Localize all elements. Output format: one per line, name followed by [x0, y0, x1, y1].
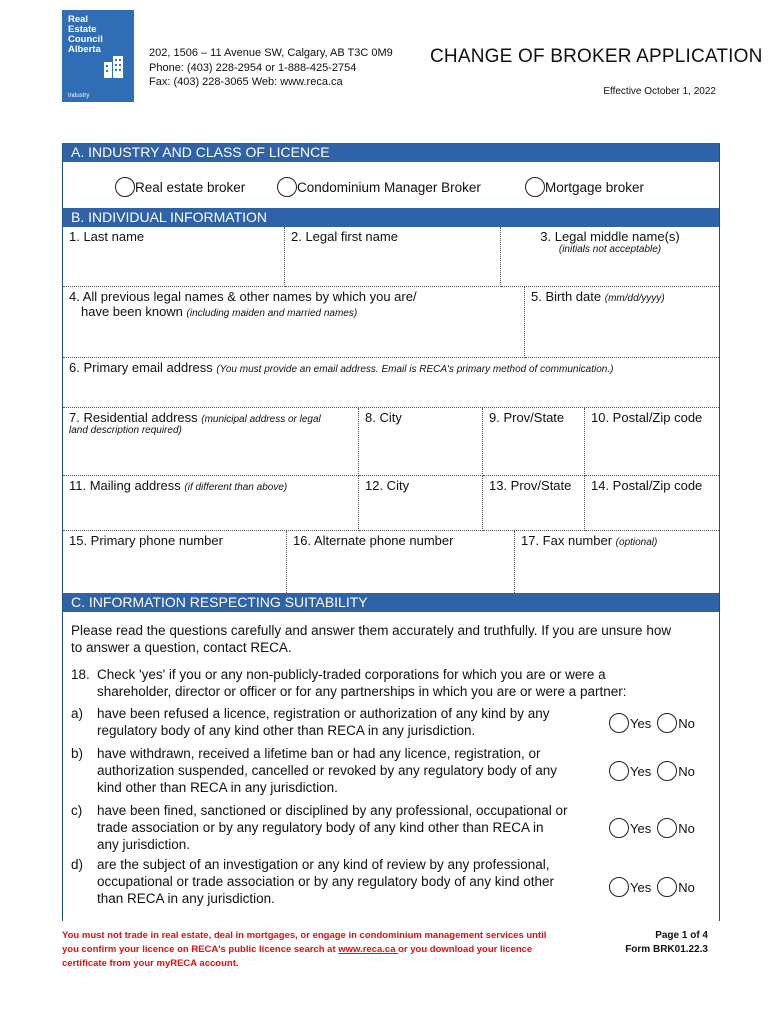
field-label: 1. Last name — [69, 229, 145, 244]
residential-address-field[interactable] — [63, 408, 359, 476]
question-text: any jurisdiction. — [97, 837, 191, 852]
reca-website-link[interactable]: www.reca.ca — [338, 944, 399, 955]
question-18d — [71, 856, 601, 908]
yes-label: Yes — [630, 715, 652, 731]
question-18c — [71, 802, 601, 854]
option-label: Mortgage broker — [545, 179, 645, 195]
field-label: 6. Primary email address — [69, 360, 213, 375]
answer-18c — [609, 818, 695, 838]
question-18a — [71, 705, 601, 741]
question-text: occupational or trade association or by any regulatory body of any kind other — [97, 874, 555, 889]
question-text: Check 'yes' if you or any non-publicly-traded corporations for which you are or were a — [97, 667, 606, 682]
licence-option-mortgage-broker[interactable] — [525, 177, 644, 197]
intro-line: to answer a question, contact RECA. — [71, 640, 292, 655]
application-form — [62, 143, 720, 921]
address-line: 202, 1506 – 11 Avenue SW, Calgary, AB T3C 0M9 — [149, 47, 393, 59]
middle-name-field[interactable] — [501, 227, 719, 287]
mailing-city-field[interactable] — [359, 476, 483, 531]
option-label: Condominium Manager Broker — [297, 179, 481, 195]
residential-city-field[interactable] — [359, 408, 483, 476]
field-label: 4. All previous legal names & other names by which you are/ — [69, 289, 417, 304]
question-text: are the subject of an investigation or any kind of review by any professional, — [97, 857, 550, 872]
option-label: Real estate broker — [135, 179, 246, 195]
field-label: 11. Mailing address — [69, 478, 181, 493]
field-label: 12. City — [365, 478, 410, 493]
alternate-phone-field[interactable] — [287, 531, 515, 593]
question-number: 18. — [71, 667, 90, 682]
section-c-heading: C. INFORMATION RESPECTING SUITABILITY — [63, 593, 719, 612]
question-text: have been refused a licence, registration or authorization of any kind by any — [97, 706, 550, 721]
no-radio[interactable] — [657, 713, 677, 733]
page-number: Page 1 of 4 — [655, 930, 708, 941]
first-name-field[interactable] — [285, 227, 501, 287]
question-text: authorization suspended, cancelled or revoked by any regulatory body of any — [97, 763, 558, 778]
answer-18a — [609, 713, 695, 733]
field-note: (municipal address or legal — [201, 414, 321, 425]
field-label: 16. Alternate phone number — [293, 533, 454, 548]
field-note: (including maiden and married names) — [186, 308, 358, 319]
field-note: (initials not acceptable) — [558, 244, 662, 255]
fax-web-line: Fax: (403) 228-3065 Web: www.reca.ca — [149, 76, 343, 88]
no-radio[interactable] — [657, 761, 677, 781]
form-title: CHANGE OF BROKER APPLICATION — [430, 46, 763, 67]
question-text: trade association or by any regulatory body of any kind other than RECA in — [97, 820, 544, 835]
no-label: No — [678, 763, 695, 779]
answer-18b — [609, 761, 695, 781]
field-label: 9. Prov/State — [489, 410, 565, 425]
logo-text-line: Alberta — [68, 44, 101, 55]
fax-number-field[interactable] — [515, 531, 719, 593]
field-label: have been known — [81, 304, 183, 319]
birth-date-field[interactable] — [525, 287, 719, 358]
yes-radio[interactable] — [609, 877, 629, 897]
warning-line: you confirm your licence on RECA's public licence search at — [62, 944, 339, 955]
question-text: than RECA in any jurisdiction. — [97, 891, 275, 906]
radio-button[interactable] — [525, 177, 545, 197]
item-label: b) — [71, 746, 84, 761]
yes-radio[interactable] — [609, 713, 629, 733]
suitability-intro — [71, 622, 671, 656]
field-label: 5. Birth date — [531, 289, 602, 304]
no-label: No — [678, 879, 695, 895]
residential-postal-field[interactable] — [585, 408, 719, 476]
mailing-prov-field[interactable] — [483, 476, 585, 531]
field-label: 13. Prov/State — [489, 478, 572, 493]
field-label: 14. Postal/Zip code — [591, 478, 703, 493]
no-label: No — [678, 715, 695, 731]
phone-line: Phone: (403) 228-2954 or 1-888-425-2754 — [149, 61, 357, 74]
email-field[interactable] — [63, 358, 719, 408]
mailing-postal-field[interactable] — [585, 476, 719, 531]
field-note: (if different than above) — [184, 482, 288, 493]
field-label: 10. Postal/Zip code — [591, 410, 703, 425]
yes-label: Yes — [630, 879, 652, 895]
item-label: a) — [71, 706, 84, 721]
reca-logo — [62, 10, 134, 102]
item-label: d) — [71, 857, 84, 872]
item-label: c) — [71, 803, 83, 818]
yes-radio[interactable] — [609, 761, 629, 781]
field-label: 15. Primary phone number — [69, 533, 223, 548]
warning-line: certificate from your myRECA account. — [62, 958, 239, 969]
field-label: 17. Fax number — [521, 533, 613, 548]
logo-text-line: Council — [68, 34, 103, 45]
logo-text-line: Estate — [68, 24, 97, 35]
field-label: 8. City — [365, 410, 402, 425]
question-text: shareholder, director or officer or for any partnerships in which you are or were a partner: — [97, 684, 627, 699]
field-note: (mm/dd/yyyy) — [604, 293, 665, 304]
last-name-field[interactable] — [63, 227, 285, 287]
no-radio[interactable] — [657, 877, 677, 897]
no-radio[interactable] — [657, 818, 677, 838]
licence-option-real-estate-broker[interactable] — [115, 177, 245, 197]
yes-label: Yes — [630, 763, 652, 779]
mailing-address-field[interactable] — [63, 476, 359, 531]
form-id: Form BRK01.22.3 — [625, 944, 708, 955]
question-18 — [71, 666, 711, 702]
licence-warning — [62, 929, 546, 971]
logo-text-line: Real — [68, 14, 89, 25]
logo-tagline: Industry — [68, 93, 90, 99]
contact-address — [149, 46, 393, 90]
field-note: (You must provide an email address. Email is RECA's primary method of communication.) — [216, 364, 614, 375]
question-text: have been fined, sanctioned or disciplined by any professional, occupational or — [97, 803, 568, 818]
answer-18d — [609, 877, 695, 897]
page-info — [625, 929, 708, 957]
licence-option-condo-manager-broker[interactable] — [277, 177, 481, 197]
building-icon — [102, 52, 128, 78]
field-label: 2. Legal first name — [291, 229, 398, 244]
warning-line: or you download your licence — [398, 944, 533, 955]
residential-prov-field[interactable] — [483, 408, 585, 476]
question-text: have withdrawn, received a lifetime ban or had any licence, registration, or — [97, 746, 541, 761]
question-text: kind other than RECA in any jurisdiction. — [97, 780, 338, 795]
primary-phone-field[interactable] — [63, 531, 287, 593]
effective-date: Effective October 1, 2022 — [603, 86, 716, 97]
yes-radio[interactable] — [609, 818, 629, 838]
question-text: regulatory body of any kind other than RECA in any jurisdiction. — [97, 723, 476, 738]
field-label: 7. Residential address — [69, 410, 198, 425]
field-note: (optional) — [615, 537, 658, 548]
section-b-heading: B. INDIVIDUAL INFORMATION — [63, 208, 719, 227]
question-18b — [71, 745, 601, 797]
field-label: 3. Legal middle name(s) — [540, 229, 680, 244]
radio-button[interactable] — [115, 177, 135, 197]
no-label: No — [678, 820, 695, 836]
previous-names-field[interactable] — [63, 287, 525, 358]
section-a-heading: A. INDUSTRY AND CLASS OF LICENCE — [63, 143, 719, 162]
intro-line: Please read the questions carefully and answer them accurately and truthfully. If you are unsure how — [71, 623, 672, 638]
radio-button[interactable] — [277, 177, 297, 197]
field-note: land description required) — [69, 425, 182, 436]
warning-line: You must not trade in real estate, deal in mortgages, or engage in condominium management services until — [62, 930, 547, 941]
yes-label: Yes — [630, 820, 652, 836]
